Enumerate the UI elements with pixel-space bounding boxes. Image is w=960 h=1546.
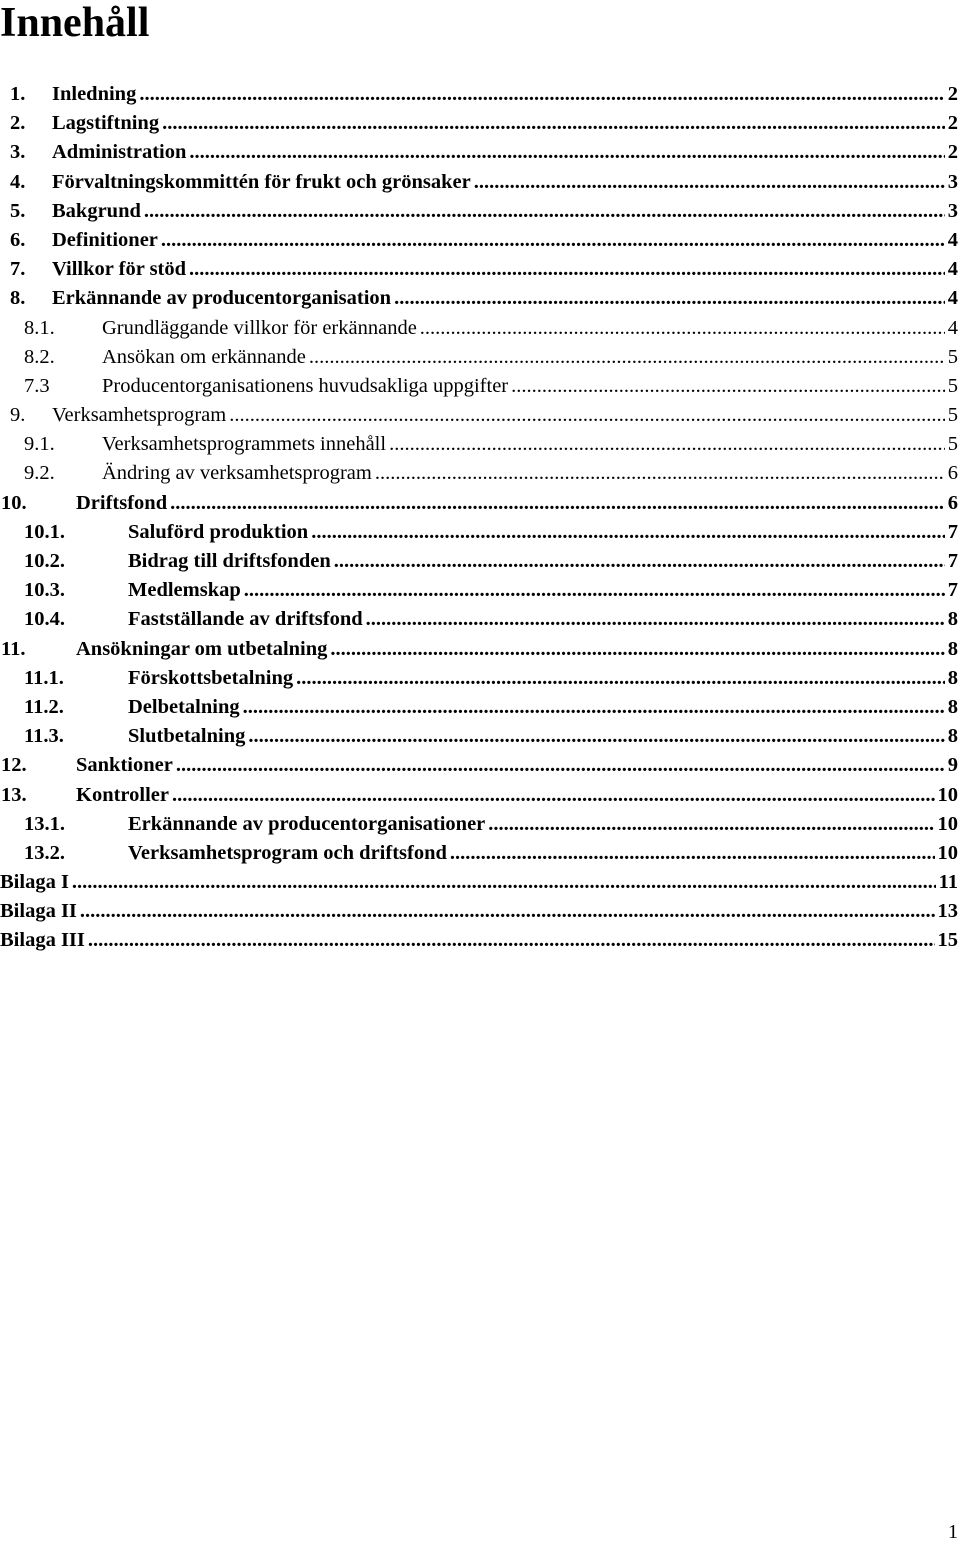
dot-leader	[170, 489, 945, 518]
toc-entry-page: 4	[947, 287, 958, 310]
toc-entry-page: 8	[947, 695, 958, 718]
toc-entry-number: 6.	[10, 228, 26, 251]
toc-entry-number: 9.1.	[24, 433, 55, 456]
toc-entry-label: Förskottsbetalning	[128, 666, 294, 689]
toc-entry-label: Bidrag till driftsfonden	[128, 550, 331, 572]
toc-entry-label: Ansökningar om utbetalning	[76, 637, 328, 660]
toc-entry[interactable]	[0, 489, 960, 518]
toc-entry-page: 4	[947, 258, 958, 281]
dot-leader	[189, 138, 944, 167]
dot-leader	[162, 109, 945, 138]
toc-entry-page: 11	[938, 871, 958, 894]
toc-entry[interactable]	[0, 138, 960, 167]
toc-entry[interactable]	[0, 751, 960, 780]
dot-leader	[161, 226, 945, 255]
toc-entry-page: 4	[947, 228, 958, 251]
toc-entry-page: 2	[947, 83, 958, 105]
toc-entry-number: 7.3	[24, 374, 50, 397]
dot-leader	[488, 810, 934, 839]
toc-entry-page: 15	[937, 929, 958, 952]
dot-leader	[176, 751, 945, 780]
toc-entry-label: Verksamhetsprogram	[52, 404, 227, 427]
page-title: Innehåll	[0, 0, 150, 46]
toc-entry[interactable]	[0, 722, 960, 751]
toc-entry-page: 7	[947, 550, 958, 572]
toc-entry-label: Sanktioner	[76, 754, 173, 777]
toc-entry[interactable]	[0, 197, 960, 226]
dot-leader	[420, 314, 945, 343]
dot-leader	[80, 897, 935, 926]
dot-leader	[243, 693, 945, 722]
toc-entry[interactable]	[0, 255, 960, 284]
toc-entry-number: 9.	[10, 404, 26, 427]
toc-entry[interactable]	[0, 897, 960, 926]
dot-leader	[389, 430, 945, 459]
toc-entry[interactable]	[0, 693, 960, 722]
toc-entry-label: Bilaga III	[0, 929, 85, 952]
toc-entry-number: 13.2.	[24, 841, 65, 864]
dot-leader	[450, 839, 935, 868]
dot-leader	[72, 868, 936, 897]
toc-entry-label: Bilaga I	[0, 871, 69, 894]
dot-leader	[311, 518, 945, 547]
toc-entry-number: 4.	[10, 170, 26, 193]
toc-entry-label: Bilaga II	[0, 900, 77, 923]
toc-entry-number: 8.2.	[24, 345, 55, 368]
toc-entry-label: Ändring av verksamhetsprogram	[102, 462, 372, 485]
dot-leader	[248, 722, 944, 751]
toc-entry-number: 9.2.	[24, 462, 55, 485]
toc-entry-page: 5	[947, 374, 958, 397]
toc-entry-page: 8	[947, 608, 958, 631]
toc-entry[interactable]	[0, 109, 960, 138]
toc-entry[interactable]	[0, 664, 960, 693]
toc-entry-page: 9	[947, 754, 958, 777]
toc-entry-page: 8	[947, 637, 958, 660]
dot-leader	[88, 926, 935, 955]
toc-entry-page: 6	[947, 462, 958, 485]
toc-entry[interactable]	[0, 635, 960, 664]
dot-leader	[139, 80, 944, 109]
toc-entry-label: Administration	[52, 141, 187, 164]
toc-entry-number: 10.3.	[24, 579, 65, 602]
toc-entry[interactable]	[0, 226, 960, 255]
toc-entry-label: Ansökan om erkännande	[102, 345, 306, 368]
toc-entry-label: Delbetalning	[128, 695, 240, 718]
toc-entry-number: 12.	[1, 754, 27, 777]
toc-entry-label: Erkännande av producentorganisation	[52, 287, 392, 310]
toc-entry-number: 11.3.	[24, 725, 64, 748]
dot-leader	[229, 401, 945, 430]
toc-entry[interactable]	[0, 518, 960, 547]
toc-entry-number: 1.	[10, 83, 26, 105]
toc-entry[interactable]	[0, 781, 960, 810]
toc-entry-page: 10	[937, 783, 958, 806]
dot-leader	[511, 372, 945, 401]
toc-entry-number: 8.1.	[24, 316, 55, 339]
toc-entry[interactable]	[0, 430, 960, 459]
toc-entry-number: 10.4.	[24, 608, 65, 631]
toc-entry-page: 5	[947, 345, 958, 368]
dot-leader	[375, 459, 945, 488]
toc-entry-number: 10.	[1, 491, 27, 514]
toc-entry-label: Kontroller	[76, 783, 169, 806]
toc-entry[interactable]	[0, 459, 960, 488]
toc-entry[interactable]	[0, 168, 960, 197]
toc-entry-label: Saluförd produktion	[128, 520, 309, 543]
toc-entry-number: 11.1.	[24, 666, 64, 689]
toc-entry-page: 7	[947, 520, 958, 543]
toc-entry-label: Driftsfond	[76, 491, 168, 514]
toc-entry[interactable]	[0, 576, 960, 605]
toc-entry-page: 10	[937, 841, 958, 864]
toc-entry-number: 11.	[1, 637, 26, 660]
toc-entry[interactable]	[0, 547, 960, 576]
toc-entry-label: Fastställande av driftsfond	[128, 608, 363, 631]
toc-entry[interactable]	[0, 314, 960, 343]
toc-entry-page: 6	[947, 491, 958, 514]
page-number: 1	[948, 1521, 958, 1543]
toc-entry-number: 2.	[10, 112, 26, 135]
toc-entry-label: Verksamhetsprogram och driftsfond	[128, 841, 447, 864]
toc-entry-label: Förvaltningskommittén för frukt och grönsaker	[52, 170, 471, 193]
toc-entry[interactable]	[0, 401, 960, 430]
toc-entry-label: Producentorganisationens huvudsakliga uppgifter	[102, 374, 509, 397]
dot-leader	[144, 197, 945, 226]
toc-entry-label: Grundläggande villkor för erkännande	[102, 316, 417, 339]
toc-entry-label: Inledning	[52, 83, 137, 105]
dot-leader	[296, 664, 945, 693]
toc-entry-page: 4	[947, 316, 958, 339]
toc-entry-page: 3	[947, 199, 958, 222]
toc-entry-page: 8	[947, 666, 958, 689]
toc-entry-number: 10.1.	[24, 520, 65, 543]
toc-entry-number: 7.	[10, 258, 26, 281]
toc-entry-page: 2	[947, 141, 958, 164]
toc-entry-page: 5	[947, 404, 958, 427]
dot-leader	[309, 343, 945, 372]
dot-leader	[244, 576, 945, 605]
toc-entry-label: Definitioner	[52, 228, 158, 251]
toc-entry[interactable]	[0, 284, 960, 313]
toc-entry-page: 10	[937, 812, 958, 835]
dot-leader	[172, 781, 935, 810]
dot-leader	[330, 635, 944, 664]
toc-entry-number: 13.1.	[24, 812, 65, 835]
toc-entry-number: 13.	[1, 783, 27, 806]
toc-entry-label: Villkor för stöd	[52, 258, 187, 281]
toc-entry[interactable]	[0, 926, 960, 955]
toc-entry-number: 10.2.	[24, 550, 65, 572]
dot-leader	[334, 547, 945, 576]
toc-entry-label: Lagstiftning	[52, 112, 160, 135]
toc-entry-page: 2	[947, 112, 958, 135]
toc-entry[interactable]	[0, 605, 960, 634]
toc-entry-label: Verksamhetsprogrammets innehåll	[102, 433, 387, 456]
toc-entry-page: 7	[947, 579, 958, 602]
toc-entry[interactable]	[0, 372, 960, 401]
toc-entry-number: 11.2.	[24, 695, 64, 718]
toc-entry-label: Medlemskap	[128, 579, 241, 602]
toc-entry-label: Bakgrund	[52, 199, 141, 222]
toc-entry[interactable]	[0, 868, 960, 897]
dot-leader	[474, 168, 945, 197]
toc-entry-number: 8.	[10, 287, 26, 310]
toc-entry-label: Slutbetalning	[128, 725, 246, 748]
dot-leader	[394, 284, 945, 313]
toc-entry-page: 3	[947, 170, 958, 193]
toc-entry-page: 5	[947, 433, 958, 456]
table-of-contents	[0, 80, 960, 956]
toc-entry-number: 5.	[10, 199, 26, 222]
toc-entry-page: 13	[937, 900, 958, 923]
toc-entry-number: 3.	[10, 141, 26, 164]
toc-entry[interactable]	[0, 810, 960, 839]
toc-entry-page: 8	[947, 725, 958, 748]
toc-entry[interactable]	[0, 839, 960, 868]
dot-leader	[189, 255, 945, 284]
dot-leader	[366, 605, 945, 634]
toc-entry[interactable]	[0, 343, 960, 372]
toc-entry-label: Erkännande av producentorganisationer	[128, 812, 486, 835]
toc-entry[interactable]	[0, 80, 960, 109]
